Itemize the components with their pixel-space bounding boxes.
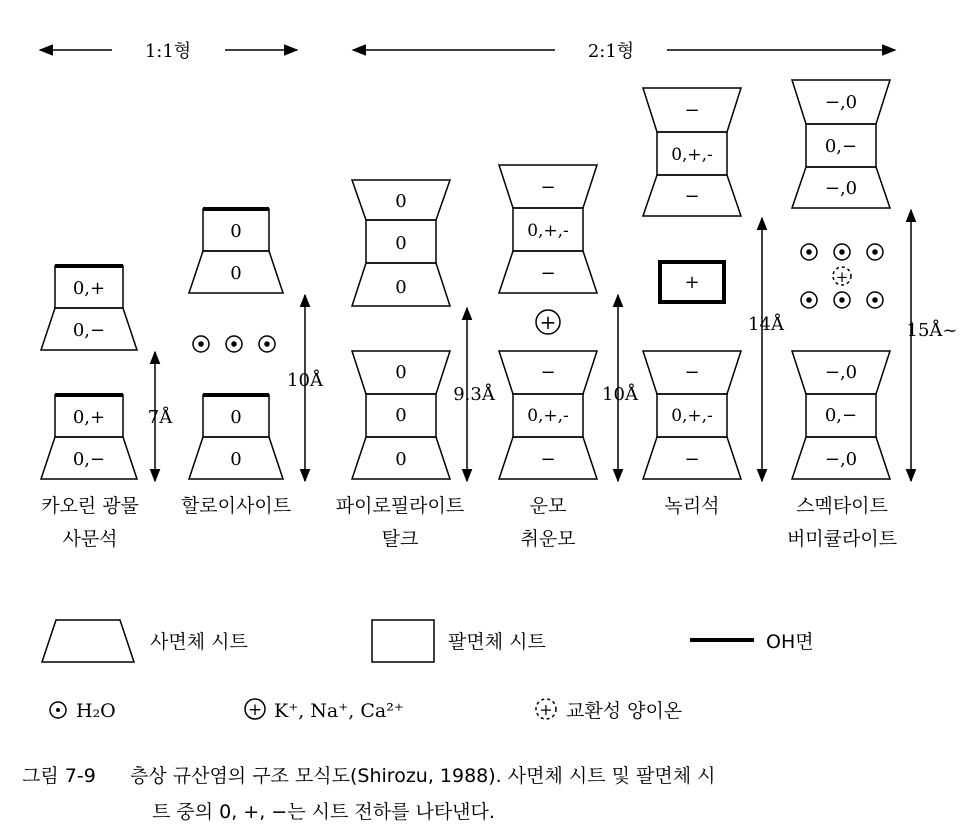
sheet-charge: − [540, 449, 556, 470]
sheet-charge: 0 [395, 277, 407, 298]
mineral-name: 스멕타이트 [796, 495, 888, 517]
pyrophyllite-structure [352, 180, 467, 481]
sheet-charge: 0,+,- [527, 406, 569, 426]
water-icon [840, 298, 844, 302]
mineral-name: 카오린 광물 [41, 495, 139, 517]
figure-caption [22, 758, 952, 830]
water-icon [807, 250, 811, 254]
group-11-label: 1:1형 [144, 41, 192, 62]
caption-line-1 [22, 758, 952, 794]
sheet-charge: 0,− [824, 136, 858, 157]
spacing-label: 9.3Å [453, 384, 495, 405]
sheet-charge: 0 [395, 449, 407, 470]
spacing-label: 7Å [147, 407, 173, 428]
sheet-charge: −,0 [824, 178, 858, 199]
sheet-charge: −,0 [824, 362, 858, 383]
sheet-charge: − [684, 100, 700, 121]
sheet-charge: − [540, 263, 556, 284]
sheet-charge: 0 [230, 221, 242, 242]
water-molecules [193, 336, 275, 352]
water-icon [199, 342, 203, 346]
tetrahedral-legend-icon [42, 620, 134, 662]
exchangeable-sign: + [539, 700, 553, 719]
legend-label: 사면체 시트 [150, 631, 248, 653]
sheet-charge: 0,+,- [671, 145, 713, 165]
legend-label: K⁺, Na⁺, Ca²⁺ [274, 700, 404, 722]
sheet-charge: 0 [395, 362, 407, 383]
sheet-charge: 0 [395, 233, 407, 254]
sheet-charge: + [684, 272, 700, 293]
sheet-charge: 0,+,- [671, 406, 713, 426]
interlayer-cation: + [539, 310, 557, 334]
water-icon [807, 298, 811, 302]
sheet-charge: 0,− [72, 449, 106, 470]
sheet-charge: − [684, 449, 700, 470]
sheet-charge: 0 [395, 405, 407, 426]
group-21-label: 2:1형 [587, 41, 635, 62]
sheet-charge: 0 [230, 449, 242, 470]
legend-label: 팔면체 시트 [448, 631, 546, 653]
sheet-charge: − [540, 177, 556, 198]
sheet-charge: − [540, 362, 556, 383]
mineral-name: 운모 [529, 495, 567, 517]
cation-sign: + [247, 700, 263, 720]
legend-label: 교환성 양이온 [566, 700, 683, 722]
spacing-label: 10Å [287, 370, 323, 391]
exchangeable-cation: + [835, 268, 849, 286]
caption-text: 층상 규산염의 구조 모식도(Shirozu, 1988). 사면체 시트 및 팔면체 시 [130, 765, 716, 787]
halloysite-structure [189, 209, 305, 481]
mineral-name: 취운모 [520, 528, 576, 550]
mineral-name: 버미큘라이트 [786, 528, 898, 550]
sheet-charge: − [684, 186, 700, 207]
sheet-charge: −,0 [824, 92, 858, 113]
spacing-label: 15Å~ [906, 320, 958, 341]
water-icon [265, 342, 269, 346]
spacing-label: 14Å [748, 314, 784, 335]
sheet-charge: − [684, 362, 700, 383]
sheet-charge: 0,− [72, 320, 106, 341]
octahedral-legend-icon [372, 620, 434, 662]
sheet-charge: 0,+ [72, 407, 106, 428]
sheet-charge: 0,− [824, 405, 858, 426]
mineral-name: 사문석 [62, 528, 118, 550]
water-icon [840, 250, 844, 254]
sheet-charge: 0,+ [72, 278, 106, 299]
mineral-name: 녹리석 [664, 495, 720, 517]
spacing-label: 10Å [602, 384, 638, 405]
group-11-header [40, 41, 297, 62]
sheet-charge: 0 [395, 191, 407, 212]
legend-label: H₂O [76, 700, 116, 722]
sheet-charge: 0 [230, 263, 242, 284]
water-icon [873, 298, 877, 302]
sheet-charge: 0,+,- [527, 221, 569, 241]
legend-label: OH면 [766, 631, 814, 653]
mineral-name: 탈크 [381, 528, 419, 550]
group-21-header [353, 41, 895, 62]
water-icon [232, 342, 236, 346]
mineral-name: 파이로필라이트 [335, 495, 465, 517]
figure-number: 그림 7-9 [22, 765, 96, 787]
legend [42, 620, 814, 722]
caption-line-2: 트 중의 0, +, −는 시트 전하를 나타낸다. [152, 801, 495, 823]
mineral-name: 할로이사이트 [180, 495, 292, 517]
water-icon [873, 250, 877, 254]
sheet-charge: 0 [230, 407, 242, 428]
mica-structure [499, 165, 618, 481]
sheet-charge: −,0 [824, 449, 858, 470]
